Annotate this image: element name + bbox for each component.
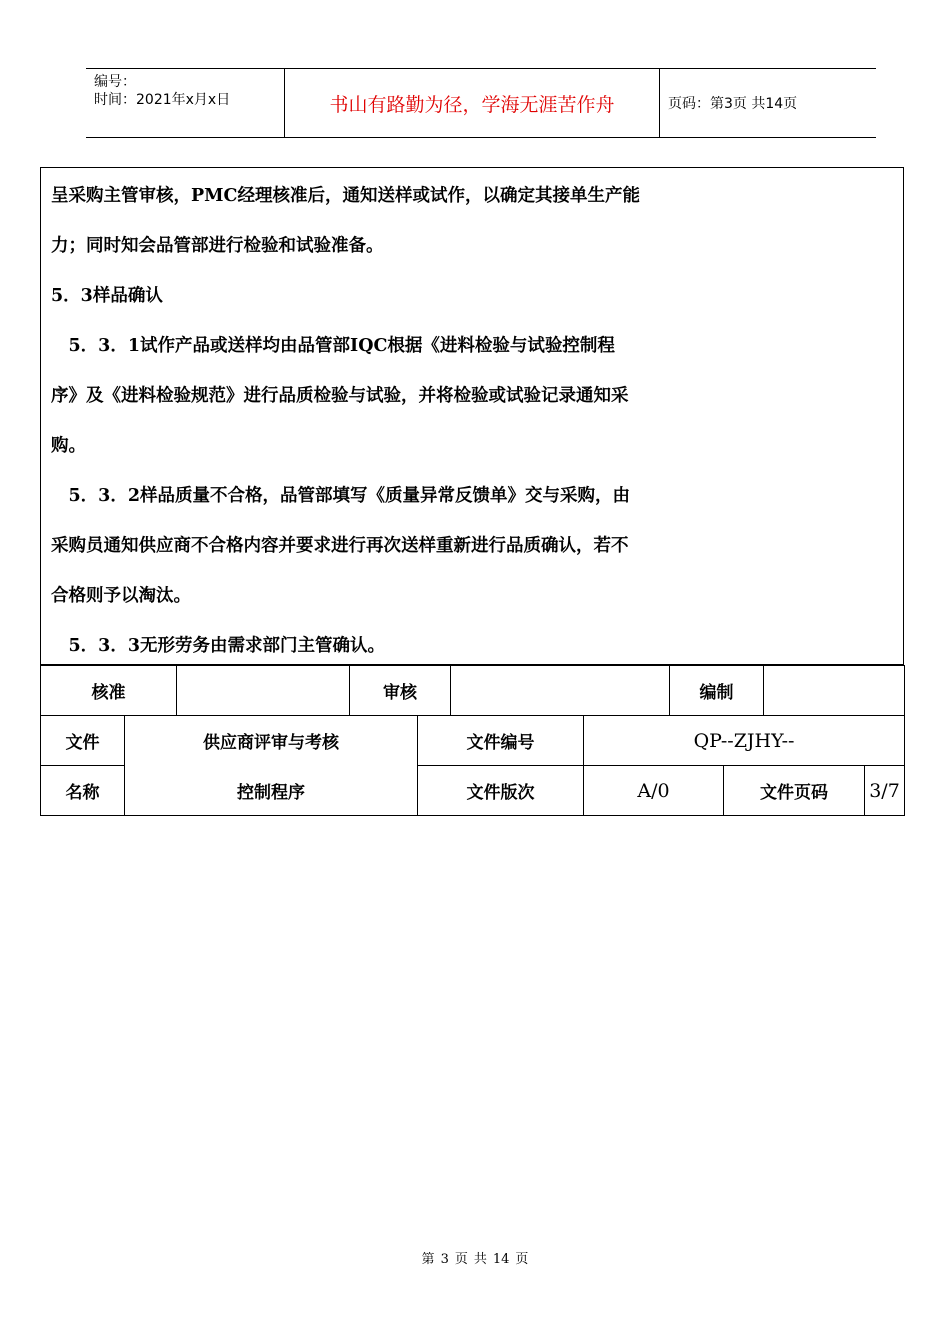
footer-word: 第 [421,1252,435,1267]
header-motto-cell [284,69,660,137]
text-line: 序》及《进料检验规范》进行品质检验与试验，并将检验或试验记录通知采 [51,386,629,406]
text-line: 采购员通知供应商不合格内容并要求进行再次送样重新进行品质确认，若不 [51,536,629,556]
file-name-value-1: 供应商评审与考核 [125,716,418,766]
text-line: 力；同时知会品管部进行检验和试验准备。 [51,236,384,256]
file-name-label-1: 文件 [41,716,125,766]
page-header [86,68,876,138]
version-label: 文件版次 [418,766,584,816]
file-page-value: 3/7 [865,766,905,816]
section-heading: 5．3样品确认 [51,286,163,306]
text-line: 5．3．1试作产品或送样均由品管部IQC根据《进料检验与试验控制程 [51,336,615,356]
text-line: 5．3．3无形劳务由需求部门主管确认。 [51,636,386,656]
approve-value [177,666,350,716]
file-name-value-2: 控制程序 [125,766,418,816]
document-control-table [40,665,905,816]
file-no-label: 文件编号 [418,716,584,766]
prepare-value [764,666,905,716]
header-meta [86,69,284,137]
review-label: 审核 [350,666,451,716]
review-value [451,666,670,716]
footer-word: 页 [454,1252,468,1267]
footer-word: 页 [515,1252,529,1267]
text-line: 购。 [51,436,86,456]
file-page-label: 文件页码 [724,766,865,816]
file-name-label-2: 名称 [41,766,125,816]
footer-word: 共 [473,1252,487,1267]
version-value: A/0 [584,766,724,816]
approve-label: 核准 [41,666,177,716]
footer-total-pages: 14 [492,1252,510,1267]
text-line: 5．3．2样品质量不合格，品管部填写《质量异常反馈单》交与采购，由 [51,486,631,506]
text-line: 合格则予以淘汰。 [51,586,191,606]
file-no-value: QP--ZJHY-- [584,716,905,766]
prepare-label: 编制 [670,666,764,716]
header-motto: 书山有路勤为径，学海无涯苦作舟 [329,93,615,116]
text-line: 呈采购主管审核，PMC经理核准后，通知送样或试作，以确定其接单生产能 [51,186,640,206]
number-label: 编号： [94,74,136,90]
time-label: 时间：2021年x月x日 [94,92,231,108]
footer-page-number: 3 [440,1252,449,1267]
content-box [40,167,904,665]
page-footer [0,1248,950,1267]
header-page-label: 页码：第3页 共14页 [668,96,798,112]
